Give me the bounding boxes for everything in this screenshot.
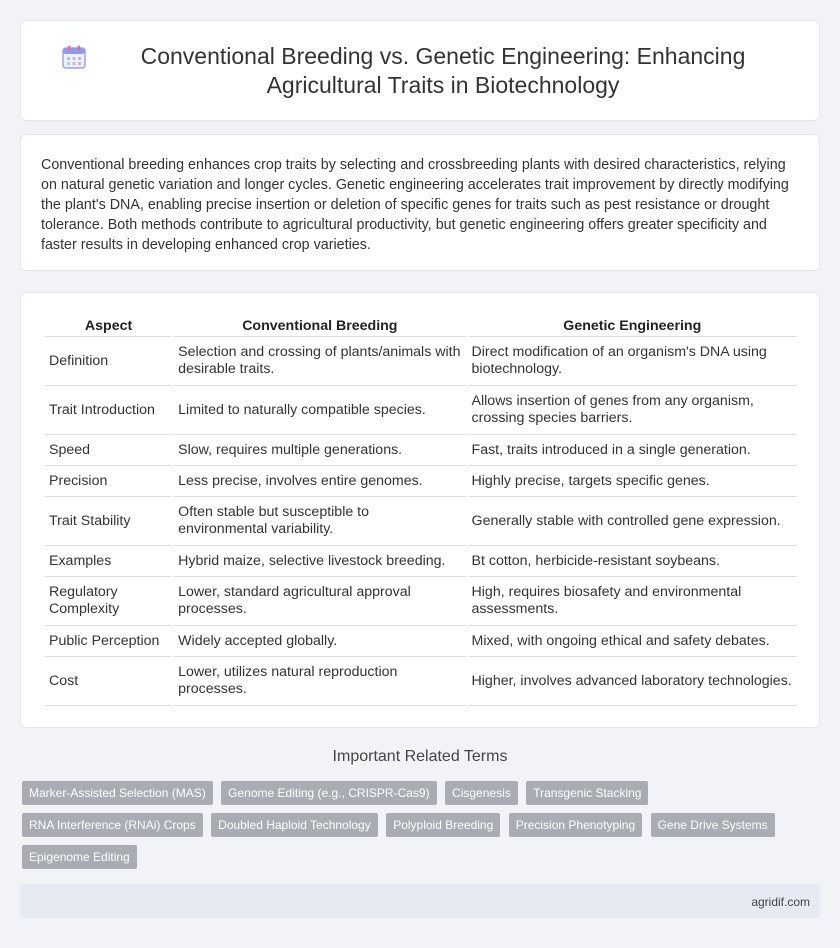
footer <box>20 884 820 918</box>
cell-genetic: Mixed, with ongoing ethical and safety debates. <box>468 626 797 657</box>
cell-genetic: Highly precise, targets specific genes. <box>468 466 797 497</box>
cell-aspect: Regulatory Complexity <box>45 577 172 626</box>
related-term-tag[interactable]: RNA Interference (RNAi) Crops <box>22 813 203 837</box>
header-aspect: Aspect <box>45 313 172 337</box>
cell-aspect: Cost <box>45 657 172 706</box>
related-term-tag[interactable]: Genome Editing (e.g., CRISPR-Cas9) <box>221 781 436 805</box>
table-row <box>45 626 797 657</box>
table-row <box>45 577 797 626</box>
summary-text: Conventional breeding enhances crop traits by selecting and crossbreeding plants with desired characteristics, relying on natural genetic variation and longer cycles. Genetic engineering accelerates trait improvement by directly modifying the plant's DNA, enabling precise insertion or deletion of specific genes for traits such as pest resistance or drought tolerance. Both methods contribute to agricultural productivity, but genetic engineering offers greater specificity and faster results in developing enhanced crop varieties. <box>41 157 789 253</box>
cell-genetic: High, requires biosafety and environmental assessments. <box>468 577 797 626</box>
related-term-tag[interactable]: Transgenic Stacking <box>526 781 648 805</box>
related-terms-list <box>22 781 802 877</box>
comparison-table-card <box>20 292 820 728</box>
summary-card <box>20 134 820 271</box>
cell-genetic: Fast, traits introduced in a single generation. <box>468 435 797 466</box>
cell-conventional: Often stable but susceptible to environmental variability. <box>174 497 465 546</box>
header-card <box>20 20 820 121</box>
table-row <box>45 337 797 386</box>
cell-conventional: Slow, requires multiple generations. <box>174 435 465 466</box>
cell-aspect: Trait Introduction <box>45 386 172 435</box>
header-conventional: Conventional Breeding <box>174 313 465 337</box>
related-term-tag[interactable]: Precision Phenotyping <box>509 813 642 837</box>
table-row <box>45 466 797 497</box>
page-title: Conventional Breeding vs. Genetic Engineering: Enhancing Agricultural Traits in Biotechnology <box>140 42 746 98</box>
cell-genetic: Bt cotton, herbicide-resistant soybeans. <box>468 546 797 577</box>
table-row <box>45 546 797 577</box>
related-term-tag[interactable]: Cisgenesis <box>445 781 518 805</box>
table-header-row <box>45 313 797 337</box>
table-row <box>45 386 797 435</box>
related-term-tag[interactable]: Epigenome Editing <box>22 845 137 869</box>
calendar-icon <box>61 44 87 70</box>
cell-conventional: Widely accepted globally. <box>174 626 465 657</box>
related-term-tag[interactable]: Marker-Assisted Selection (MAS) <box>22 781 213 805</box>
header-genetic: Genetic Engineering <box>468 313 797 337</box>
cell-conventional: Selection and crossing of plants/animals with desirable traits. <box>174 337 465 386</box>
cell-conventional: Hybrid maize, selective livestock breeding. <box>174 546 465 577</box>
related-terms-title: Important Related Terms <box>332 748 508 765</box>
cell-genetic: Higher, involves advanced laboratory technologies. <box>468 657 797 706</box>
cell-genetic: Direct modification of an organism's DNA using biotechnology. <box>468 337 797 386</box>
cell-conventional: Less precise, involves entire genomes. <box>174 466 465 497</box>
cell-aspect: Public Perception <box>45 626 172 657</box>
cell-conventional: Limited to naturally compatible species. <box>174 386 465 435</box>
cell-genetic: Allows insertion of genes from any organism, crossing species barriers. <box>468 386 797 435</box>
cell-aspect: Trait Stability <box>45 497 172 546</box>
cell-aspect: Examples <box>45 546 172 577</box>
cell-genetic: Generally stable with controlled gene expression. <box>468 497 797 546</box>
table-row <box>45 497 797 546</box>
table-row <box>45 657 797 706</box>
comparison-table <box>43 313 799 706</box>
cell-conventional: Lower, utilizes natural reproduction processes. <box>174 657 465 706</box>
cell-aspect: Speed <box>45 435 172 466</box>
table-row <box>45 435 797 466</box>
footer-site-link[interactable]: agridif.com <box>751 895 810 909</box>
cell-aspect: Definition <box>45 337 172 386</box>
related-term-tag[interactable]: Doubled Haploid Technology <box>211 813 378 837</box>
related-term-tag[interactable]: Gene Drive Systems <box>651 813 775 837</box>
related-term-tag[interactable]: Polyploid Breeding <box>386 813 500 837</box>
cell-conventional: Lower, standard agricultural approval processes. <box>174 577 465 626</box>
cell-aspect: Precision <box>45 466 172 497</box>
